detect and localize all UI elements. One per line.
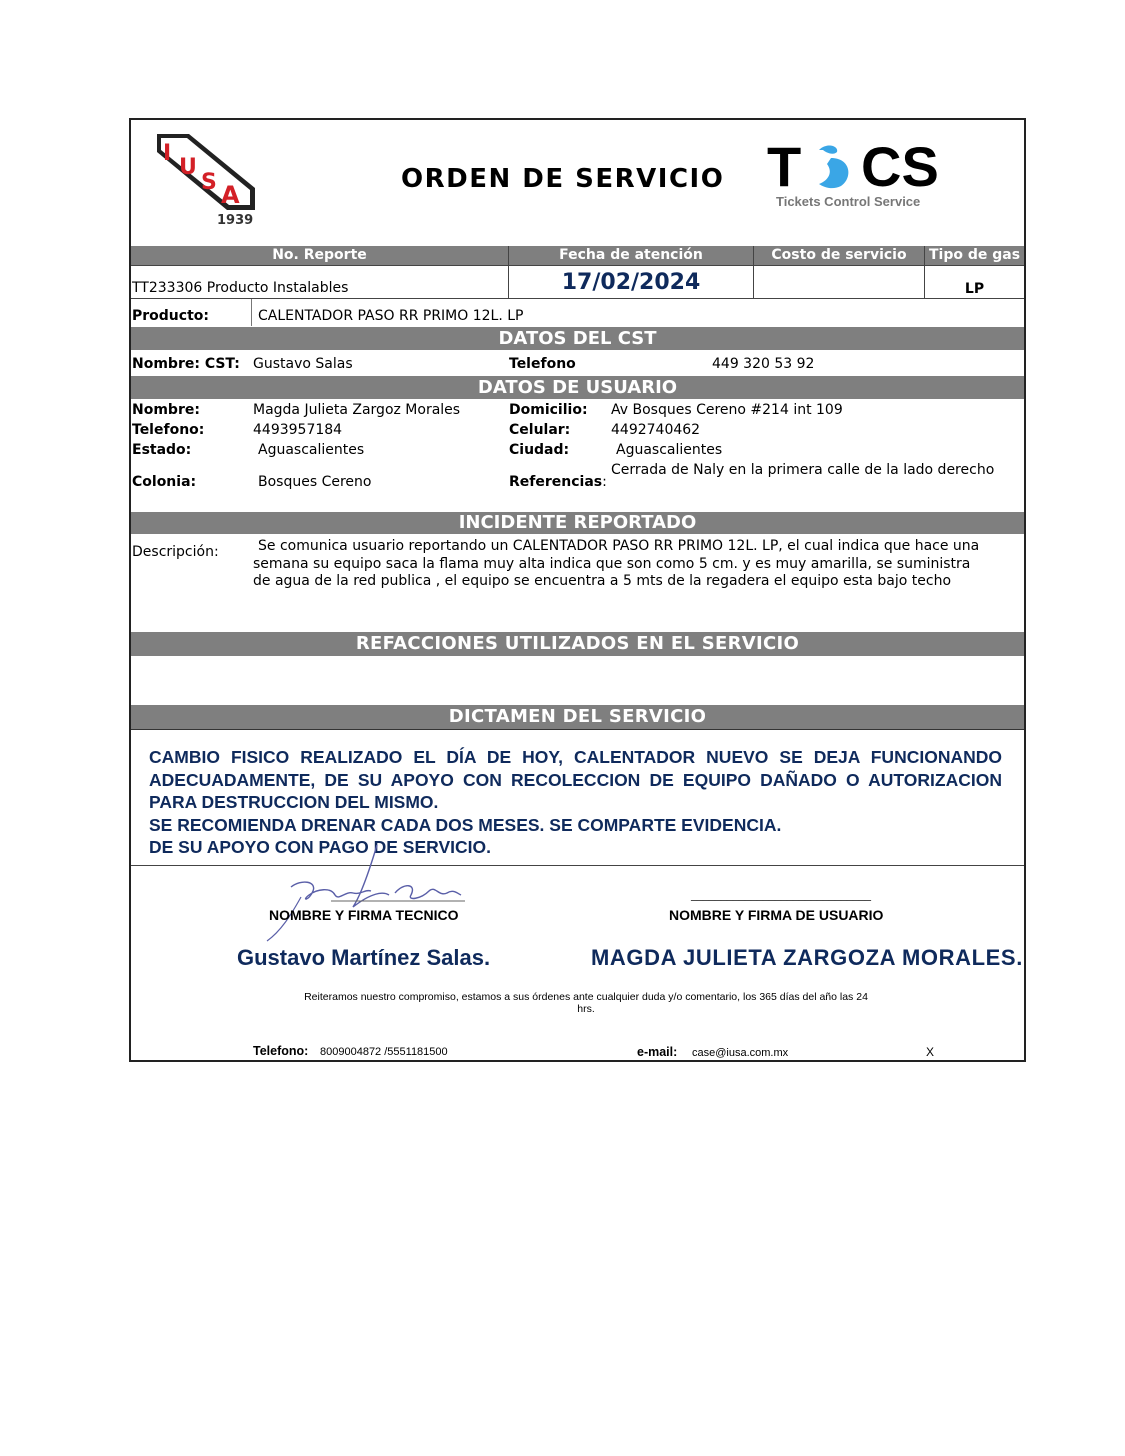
iusa-logo-letter-i: I: [163, 141, 172, 166]
user-refs-label: [509, 474, 607, 490]
user-address-label: Domicilio:: [509, 402, 588, 418]
footer-email-label: e-mail:: [637, 1045, 678, 1059]
service-order-form: [129, 118, 1026, 1062]
footer-email-link[interactable]: case@iusa.com.mx: [692, 1047, 789, 1059]
parts-list: [131, 656, 1024, 704]
user-city-label: Ciudad:: [509, 442, 570, 458]
user-address-value: Av Bosques Cereno #214 int 109: [611, 402, 843, 418]
user-state-value: Aguascalientes: [258, 442, 365, 458]
header-date: Fecha de atención: [559, 247, 703, 263]
user-full-name: MAGDA JULIETA ZARGOZA MORALES.: [591, 945, 1023, 970]
user-colonia-value: Bosques Cereno: [258, 474, 372, 490]
iusa-logo-letter-s: S: [201, 170, 217, 195]
cst-phone-label: Telefono: [509, 356, 576, 372]
verdict-line: CAMBIO FISICO REALIZADO EL DÍA DE HOY, CALENTADOR NUEVO SE DEJA FUNCIONANDO: [149, 747, 1002, 767]
header-cost: Costo de servicio: [771, 247, 907, 263]
user-state-label: Estado:: [132, 442, 192, 458]
svg-text:CS: CS: [861, 138, 939, 198]
user-cell-label: Celular:: [509, 422, 571, 438]
gas-type: LP: [964, 281, 985, 297]
verdict-line: SE RECOMIENDA DRENAR CADA DOS MESES. SE COMPARTE EVIDENCIA.: [149, 814, 782, 835]
tech-name: Gustavo Martínez Salas.: [237, 945, 491, 970]
user-refs-value: Cerrada de Naly en la primera calle de la lado derecho: [611, 462, 995, 478]
user-cell-value: 4492740462: [611, 422, 701, 438]
svg-text:T: T: [767, 138, 802, 198]
divider: [131, 298, 1024, 299]
incident-description: [253, 538, 979, 591]
footer-phone-value: 8009004872 /5551181500: [320, 1046, 448, 1058]
tics-logo-subtitle: Tickets Control Service: [776, 194, 921, 209]
user-refs-label-text: Referencias: [509, 474, 603, 490]
section-incident: INCIDENTE REPORTADO: [131, 512, 1024, 534]
incident-line: de agua de la red publica , el equipo se encuentra a 5 mts de la regadera el equipo esta bajo techo: [253, 573, 952, 589]
commitment-text: [241, 991, 931, 1015]
user-signature-line: ______________________________: [691, 887, 871, 901]
tics-logo: [767, 138, 957, 210]
divider: [131, 729, 1024, 730]
user-colonia-label: Colonia:: [132, 474, 197, 490]
section-verdict: DICTAMEN DEL SERVICIO: [131, 705, 1024, 729]
user-name-label: Nombre:: [132, 402, 200, 418]
commitment-line: hrs.: [577, 1003, 595, 1015]
report-number: TT233306 Producto Instalables: [132, 280, 349, 296]
cst-name-value: Gustavo Salas: [253, 356, 353, 372]
incident-line: Se comunica usuario reportando un CALENTADOR PASO RR PRIMO 12L. LP, el cual indica que hace una: [258, 538, 980, 554]
user-name-value: Magda Julieta Zargoz Morales: [253, 402, 461, 418]
divider: [251, 299, 252, 326]
page-title: ORDEN DE SERVICIO: [401, 164, 725, 194]
incident-desc-label: Descripción:: [132, 544, 219, 560]
product-label: Producto:: [132, 308, 209, 324]
user-phone-label: Telefono:: [132, 422, 205, 438]
cst-phone-value: 449 320 53 92: [712, 356, 815, 372]
service-date: 17/02/2024: [561, 270, 701, 295]
technician-signature: [261, 835, 481, 945]
user-signature-label: NOMBRE Y FIRMA DE USUARIO: [669, 907, 884, 923]
header-gas-type: Tipo de gas: [928, 247, 1021, 263]
iusa-logo-letter-a: A: [221, 181, 240, 209]
tech-signature-label: NOMBRE Y FIRMA TECNICO: [269, 907, 459, 923]
user-refs-colon: :: [602, 474, 607, 490]
commitment-line: Reiteramos nuestro compromiso, estamos a sus órdenes ante cualquier duda y/o comentario, los 365 días del año las 24: [304, 991, 868, 1003]
header-report-no: No. Reporte: [272, 247, 367, 263]
divider: [131, 265, 1024, 266]
section-parts: REFACCIONES UTILIZADOS EN EL SERVICIO: [131, 632, 1024, 656]
footer-phone-label: Telefono:: [253, 1044, 309, 1058]
user-phone-value: 4493957184: [253, 422, 343, 438]
footer-mark: X: [926, 1045, 935, 1059]
service-cost: [754, 270, 924, 296]
product-value: CALENTADOR PASO RR PRIMO 12L. LP: [258, 308, 524, 324]
user-city-value: Aguascalientes: [616, 442, 723, 458]
iusa-logo: [149, 130, 261, 225]
verdict-line: ADECUADAMENTE, DE SU APOYO CON RECOLECCION DE EQUIPO DAÑADO O AUTORIZACION: [149, 769, 1002, 790]
verdict-line: PARA DESTRUCCION DEL MISMO.: [149, 792, 439, 812]
incident-line: semana su equipo saca la flama muy alta indica que son como 5 cm. y es muy amarilla, se suministra: [253, 555, 971, 572]
iusa-logo-letter-u: U: [179, 155, 197, 180]
verdict-line: DE SU APOYO CON PAGO DE SERVICIO.: [149, 837, 491, 857]
section-cst: DATOS DEL CST: [131, 327, 1024, 350]
section-user: DATOS DE USUARIO: [131, 376, 1024, 399]
iusa-logo-year: 1939: [217, 213, 254, 225]
cst-name-label: Nombre: CST:: [132, 356, 240, 372]
